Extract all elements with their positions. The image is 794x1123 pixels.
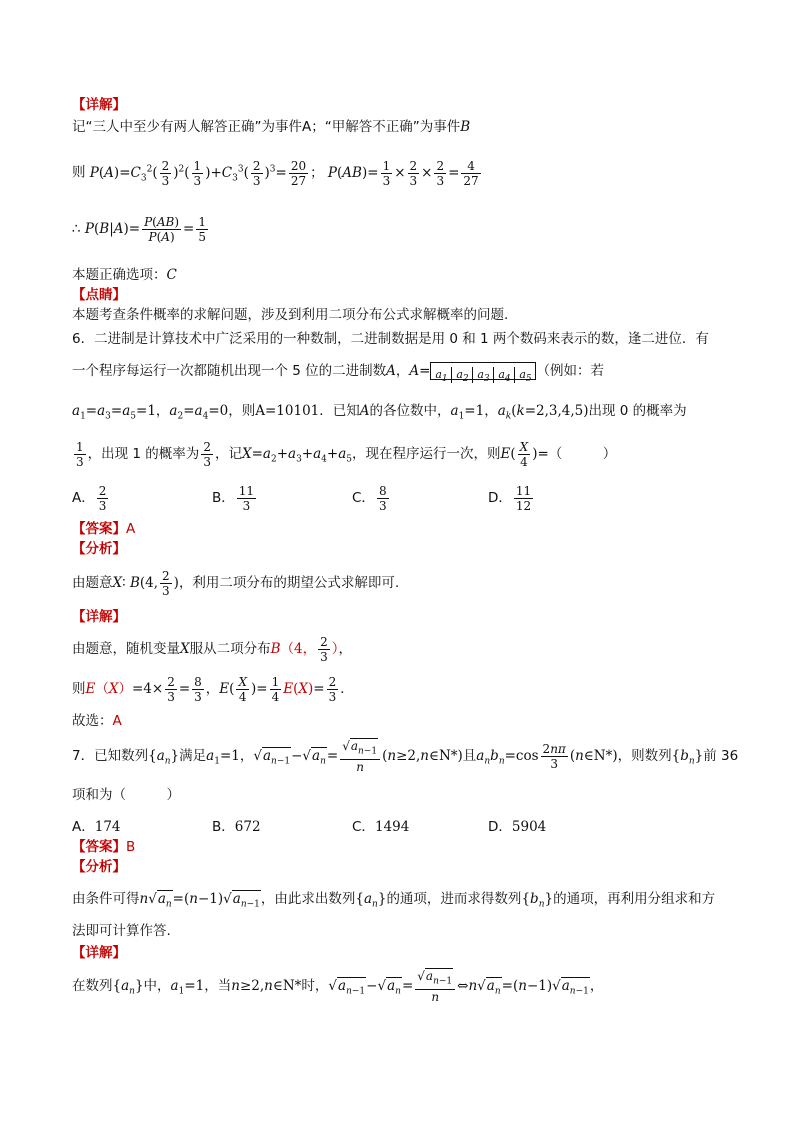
q7-analysis-text: 由条件可得$n√a_n=(n-1)√a_{n-1}$，由此求出数列$\{a_n\}$的通项，进而求得数列$\{b_n\}$的通项，再利用分组求和方: [72, 891, 716, 910]
q7-option-a[interactable]: A．174: [72, 819, 121, 835]
point-heading: 【点睛】: [72, 287, 126, 303]
q5-event-definition: 记“三人中至少有两人解答正确”为事件A；“甲解答不正确”为事件B: [72, 119, 471, 135]
q6-option-b[interactable]: B． $\frac{11}{3}$: [212, 483, 255, 513]
q5-probability-formula: 则 $P(A)=C_3^2$( $\frac{2}{3}$ )$^2$( $\frac{1}{3}$ )$+C_3^3$( $\frac{2}{3}$ )$^3$= $\frac{20}{27}$ ； P(AB)= $\frac{1}{3}$ × $\frac{2}{3}$ × $\frac{2}{3}$ = $\frac{4}{27}$: [72, 150, 483, 197]
q6-analysis-heading: 【分析】: [72, 541, 126, 557]
detail-heading: 【详解】: [72, 97, 126, 113]
q7-option-d[interactable]: D．5904: [488, 819, 547, 835]
q6-option-a[interactable]: A． $\frac{2}{3}$: [72, 483, 107, 513]
q6-choose: 故选：A: [72, 713, 122, 729]
q7-detail-text: 在数列$\{a_n\}$中，$a_1=1$，当n≥2,n∈N*时，$√a_{n-1}-√a_n=$ $\frac{√a_{n-1}}{n}$ $\Leftrightarrow n√a_n=(n-1)√a_{n-1}$，: [72, 969, 604, 1004]
q5-point-text: 本题考查条件概率的求解问题，涉及到利用二项分布公式求解概率的问题.: [72, 307, 509, 323]
formula-pba: P(B|A)= $\frac{P(AB)}{P(A)}$ = $\frac{1}{5}$: [84, 215, 206, 244]
q7-options: [72, 818, 546, 836]
q7-detail-heading: 【详解】: [72, 945, 126, 961]
formula-pa: $P(A)=C_3^2$( $\frac{2}{3}$ )$^2$( $\frac{1}{3}$ )$+C_3^3$( $\frac{2}{3}$ )$^3$= $\frac{20}{27}$ ； P(AB)= $\frac{1}{3}$ × $\frac{2}{3}$ × $\frac{2}{3}$ = $\frac{4}{27}$: [89, 158, 479, 188]
q6-stem-line3: $a_1=a_3=a_5=1$，$a_2=a_4=0$，则A=10101．已知A的各位数中，$a_1=1$，$a_k(k=2,3,4,5)$出现 0 的概率为: [72, 403, 687, 422]
q5-conditional-formula: ∴ P(B|A)= $\frac{P(AB)}{P(A)}$ = $\frac{1}{5}$: [72, 210, 210, 248]
q6-stem-line2: 一个程序每运行一次都随机出现一个 5 位的二进制数A，$A= a_1$ $a_2$ $a_3$ $a_4$ $a_5$（例如：若: [72, 363, 604, 385]
q6-detail-line2: 则E（X）=4× $\frac{2}{3}$ = $\frac{8}{3}$ ，E( $\frac{X}{4}$ )= $\frac{1}{4}$ E(X)= $\frac{2}{3}$ ．: [72, 675, 354, 704]
q6-detail-heading: 【详解】: [72, 609, 126, 625]
q7-option-b[interactable]: B．672: [212, 819, 261, 835]
q6-detail-line1: 由题意，随机变量X服从二项分布B（4， $\frac{2}{3}$ ），: [72, 635, 353, 664]
binary-digit-box: $a_1$ $a_2$ $a_3$ $a_4$ $a_5$: [430, 362, 536, 380]
q7-analysis-line2: 法即可计算作答.: [72, 923, 171, 939]
q6-option-d[interactable]: D． $\frac{11}{12}$: [488, 483, 532, 513]
q7-stem-line1: 7．已知数列$\{a_n\}$满足$a_1=1$，$√a_{n-1}-√a_n=$ $\frac{√a_{n-1}}{n}$ (n≥2,n∈N*)且$a_nb_n=\cos$ $\frac{2n\pi}{3}$ (n∈N*)，则数列$\{b_n\}$前 36: [72, 739, 739, 774]
q6-option-c[interactable]: C． $\frac{8}{3}$: [352, 483, 387, 513]
q6-analysis-text: 由题意X∶ B(4, $\frac{2}{3}$ )，利用二项分布的期望公式求解即可.: [72, 569, 400, 598]
q7-option-c[interactable]: C．1494: [352, 819, 410, 835]
q6-stem-line4: $\frac{1}{3}$ ，出现 1 的概率为 $\frac{2}{3}$ ，记$X=a_2+a_3+a_4+a_5$，现在程序运行一次，则E( $\frac{X}{4}$ )=（ ）: [76, 439, 617, 469]
q6-stem-line1: 6．二进制是计算技术中广泛采用的一种数制，二进制数据是用 0 和 1 两个数码来表示的数，逢二进位．有: [72, 331, 709, 347]
q7-answer: 【答案】B: [72, 839, 136, 855]
q7-analysis-heading: 【分析】: [72, 859, 126, 875]
q6-answer: 【答案】A: [72, 521, 136, 537]
q6-options: [72, 480, 535, 516]
q5-correct-option: 本题正确选项：C: [72, 267, 177, 283]
q7-stem-line2: 项和为（ ）: [72, 787, 180, 803]
